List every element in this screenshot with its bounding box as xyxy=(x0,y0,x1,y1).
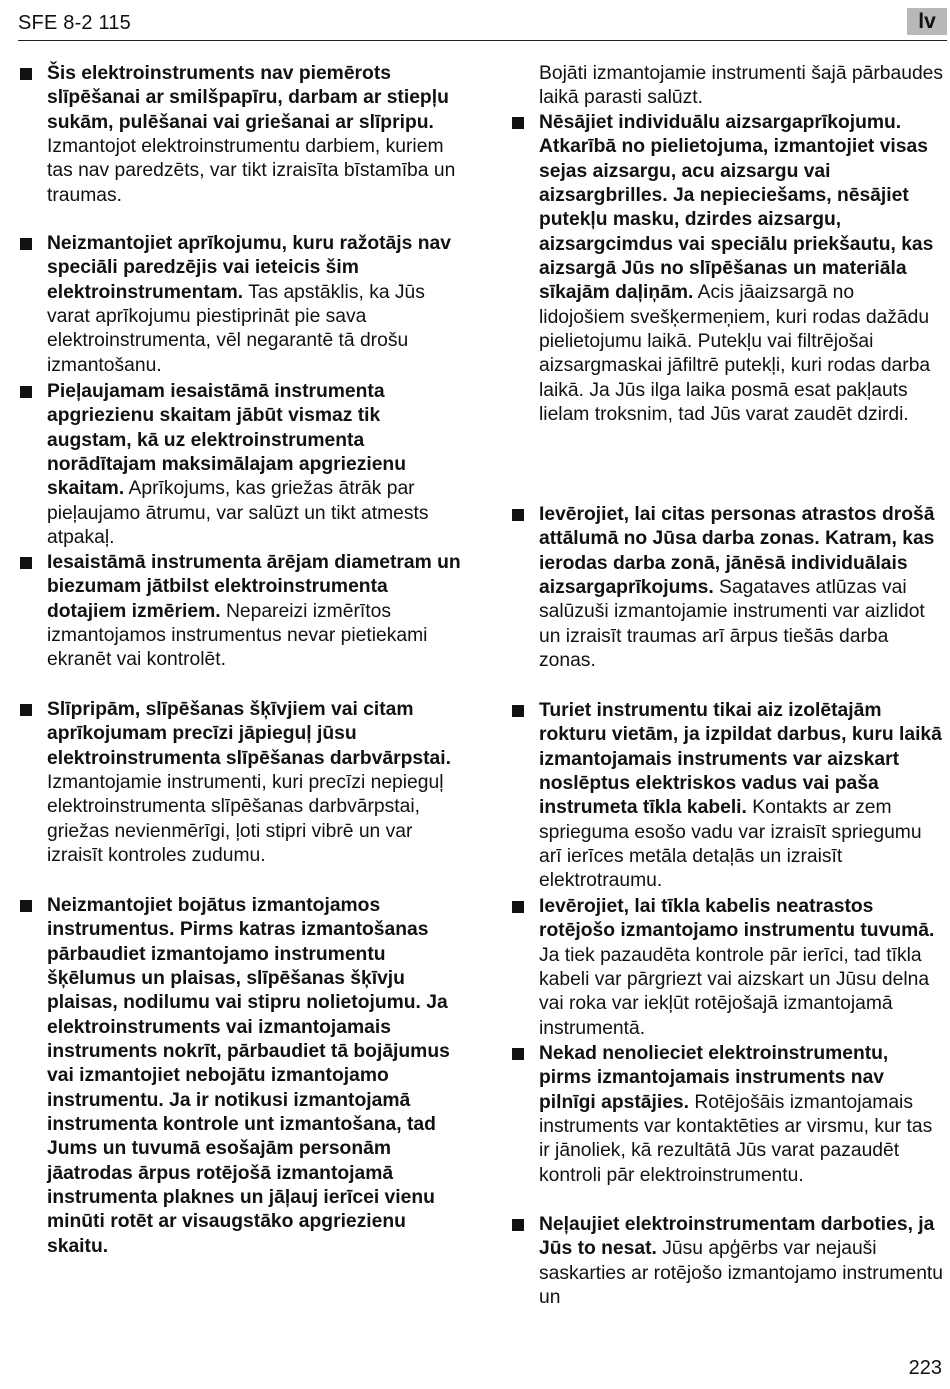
item-bold-text: Ievērojiet, lai tīkla kabelis neatrastos rotējošo izmantojamo instrumentu tuvumā. xyxy=(539,896,935,942)
safety-item xyxy=(20,232,465,380)
header-rule xyxy=(18,40,947,41)
item-text: Kontakts ar zem sprieguma esošo vadu var izraisīt spriegumu arī ierīces metāla detaļās un izraisīt elektrotraumu. xyxy=(539,797,922,892)
safety-item xyxy=(512,1042,944,1213)
intro-text: Bojāti izmantojamie instrumenti šajā pārbaudes laikā parasti salūzt. xyxy=(539,63,944,109)
item-bold-text: Neizmantojiet aprīkojumu, kuru ražotājs nav speciāli paredzējis vai ieteicis šim elektroinstrumentam. xyxy=(47,233,451,303)
item-bold-text: Turiet instrumentu tikai aiz izolētajām rokturu vietām, ja izpildat darbus, kuru laikā izmantojamais instruments var aizskart noslēptus elektriskos vadus vai paša instrumeta tīkla kabeli. xyxy=(539,700,942,819)
item-text: Tas apstāklis, ka Jūs varat aprīkojumu piestiprināt pie sava elektroinstrumenta, vēl negarantē tā drošu izmantošanu. xyxy=(47,281,425,376)
item-bold-text: Ievērojiet, lai citas personas atrastos drošā attālumā no Jūsa darba zonas. Katram, kas ierodas darba zonā, jānēsā individuālais aizsargaprīkojums. xyxy=(539,504,935,599)
square-bullet-icon xyxy=(20,238,32,250)
square-bullet-icon xyxy=(20,900,32,912)
item-text: Izmantojot elektroinstrumentu darbiem, kuriem tas nav paredzēts, var tikt izraisīta bīstamība un traumas. xyxy=(47,136,456,206)
safety-item xyxy=(20,62,465,232)
square-bullet-icon xyxy=(20,704,32,716)
model-number: SFE 8-2 115 xyxy=(18,12,132,34)
item-bold-text: Iesaistāmā instrumenta ārējam diametram un biezumam jātbilst elektroinstrumenta dotajiem izmēriem. xyxy=(47,552,461,622)
square-bullet-icon xyxy=(512,509,524,521)
item-text: Aprīkojums, kas griežas ātrāk par pieļaujamo ātrumu, var salūzt un tikt atmests atpakaļ. xyxy=(47,478,429,549)
safety-item xyxy=(20,380,465,551)
safety-item xyxy=(512,111,944,503)
page-header xyxy=(0,0,950,44)
language-badge: lv xyxy=(907,8,947,35)
right-column xyxy=(512,62,944,1310)
safety-item xyxy=(512,1213,944,1310)
item-bold-text: Neizmantojiet bojātus izmantojamos instrumentus. Pirms katras izmantošanas pārbaudiet izmantojamo instrumentu šķēlumus un plaisas, slīpēšanas šķīvju plaisas, nodilumu vai stipru nolietojumu. Ja elektroinstruments vai izmantojamais instruments nokrīt, pārbaudiet tā bojājumus vai izmantojiet nebojātu izmantojamo instrumentu. Ja ir notikusi izmantojamā instrumenta kontrole unt izmantošana, tad Jums un tuvumā esošajām personām jāatrodas ārpus rotējošā izmantojamā instrumenta plaknes un jāļauj ierīcei vienu minūti rotēt ar visaugstāko apgriezienu skaitu. xyxy=(47,895,450,1257)
safety-item xyxy=(20,551,465,698)
safety-item xyxy=(20,894,465,1259)
square-bullet-icon xyxy=(512,705,524,717)
item-text: Nepareizi izmērītos izmantojamos instrumentus nevar pietiekami ekranēt vai kontrolēt. xyxy=(47,600,428,671)
item-text: Jūsu apģērbs var nejauši saskarties ar rotējošo izmantojamo instrumentu un xyxy=(539,1238,944,1309)
safety-item xyxy=(512,895,944,1042)
square-bullet-icon xyxy=(512,1219,524,1231)
item-bold-text: Pieļaujamam iesaistāmā instrumenta apgriezienu skaitam jābūt vismaz tik augstam, kā uz elektroinstrumenta norādītajam maksimālajam apgriezienu skaitam. xyxy=(47,381,406,500)
square-bullet-icon xyxy=(512,901,524,913)
square-bullet-icon xyxy=(512,117,524,129)
safety-item xyxy=(512,699,944,895)
square-bullet-icon xyxy=(20,386,32,398)
item-text: Acis jāaizsargā no lidojošiem svešķermeņiem, kuri rodas dažādu pielietojumu laikā. Putekļu vai filtrējošai aizsargmaskai jāfiltrē putekļi, kuri rodas darba laikā. Ja Jūs ilga laika posmā esat pakļauts lielam troksnim, tad Jūs varat zaudēt dzirdi. xyxy=(539,282,931,426)
item-text: Ja tiek pazaudēta kontrole pār ierīci, tad tīkla kabeli var pārgriezt vai aizskart un Jūsu delna vai roka var iekļūt rotējošajā izmantojamā instrumentā. xyxy=(539,944,930,1039)
safety-item xyxy=(512,503,944,699)
square-bullet-icon xyxy=(512,1048,524,1060)
page-number: 223 xyxy=(908,1357,942,1379)
item-text: Izmantojamie instrumenti, kuri precīzi nepieguļ elektroinstrumenta slīpēšanas darbvārpstai, griežas nevienmērīgi, ļoti stipri vibrē un var izraisīt kontroles zudumu. xyxy=(47,772,444,867)
item-text: Rotējošāis izmantojamais instruments var kontaktēties ar virsmu, kur tas ir jānoliek, kā rezultātā Jūs varat pazaudēt kontroli pār elektroinstrumentu. xyxy=(539,1091,933,1186)
item-bold-text: Šis elektroinstruments nav piemērots slīpēšanai ar smilšpapīru, darbam ar stiepļu sukām, pulēšanai vai griešanai ar slīpripu. xyxy=(47,63,449,133)
square-bullet-icon xyxy=(20,68,32,80)
safety-item xyxy=(20,698,465,894)
square-bullet-icon xyxy=(20,557,32,569)
item-text: Sagataves atlūzas vai salūzuši izmantojamie instrumenti var aizlidot un izraisīt traumas arī ārpus tiešās darba zonas. xyxy=(539,577,925,672)
item-bold-text: Neļaujiet elektroinstrumentam darboties, ja Jūs to nesat. xyxy=(539,1214,935,1260)
continued-text xyxy=(512,62,944,111)
item-bold-text: Slīpripām, slīpēšanas šķīvjiem vai citam aprīkojumam precīzi jāpieguļ jūsu elektroinstrumenta slīpēšanas darbvārpstai. xyxy=(47,699,451,769)
item-bold-text: Nēsājiet individuālu aizsargaprīkojumu. Atkarībā no pielietojuma, izmantojiet visas sejas aizsargu, acu aizsargu vai aizsargbrilles. Ja nepieciešams, nēsājiet putekļu masku, dzirdes aizsargu, aizsargcimdus vai speciālu priekšautu, kas aizsargā Jūs no slīpēšanas un materiāla sīkajām daļiņām. xyxy=(539,112,934,304)
left-column xyxy=(20,62,465,1259)
item-bold-text: Nekad nenolieciet elektroinstrumentu, pirms izmantojamais instruments nav pilnīgi apstājies. xyxy=(539,1043,889,1113)
